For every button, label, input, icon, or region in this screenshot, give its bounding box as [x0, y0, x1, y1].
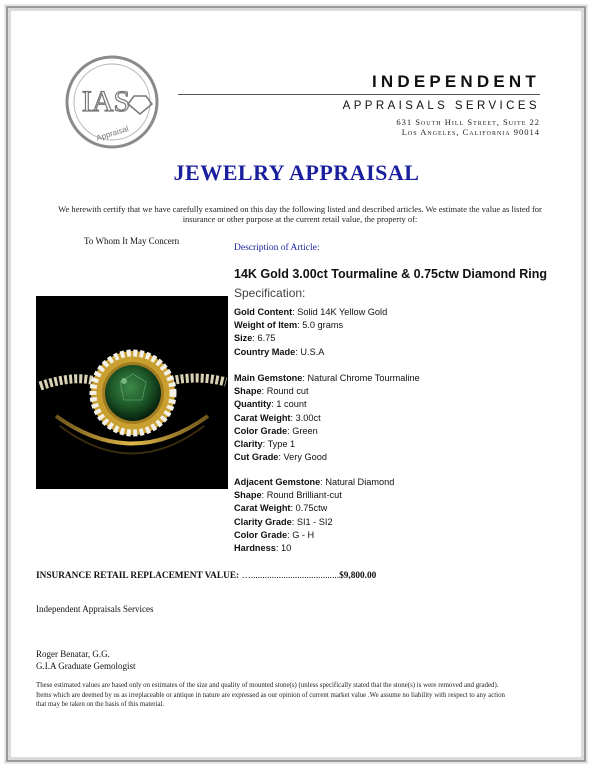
insurance-dots: …...................................... [241, 571, 340, 581]
spec-size: Size: 6.75 [234, 333, 276, 344]
spec-main-carat: Carat Weight: 3.00ct [234, 412, 321, 423]
company-address-line1: 631 South Hill Street, Suite 22 [396, 117, 540, 127]
spec-weight: Weight of Item: 5.0 grams [234, 320, 344, 331]
spec-main-gemstone: Main Gemstone: Natural Chrome Tourmaline [234, 373, 420, 383]
specification-label: Specification: [234, 286, 306, 300]
disclaimer-text: These estimated values are based only on estimates of the size and quality of mounted stone(s) (unless specifically stated that the stone(s) is were removed and graded). Items which are deemed by us as irreplaceable or antique in nature are expressed as our opinion of current market value .We assume no liability with respect to any action that may be taken on the basis of this material. [36, 682, 505, 708]
spec-adjacent-gemstone: Adjacent Gemstone: Natural Diamond [234, 477, 395, 487]
spec-adjacent-carat: Carat Weight: 0.75ctw [234, 503, 328, 514]
signer-title: G.I.A Graduate Gemologist [36, 661, 136, 671]
document-title: JEWELRY APPRAISAL [173, 160, 420, 185]
company-address-line2: Los Angeles, California 90014 [401, 127, 540, 137]
spec-main-quantity: Quantity: 1 count [234, 399, 307, 410]
certification-text: We herewith certify that we have carefully examined on this day the following listed and described articles. We estimate the value as listed for insurance or other purpose at the current retail value, the property of: [58, 204, 542, 224]
insurance-label: INSURANCE RETAIL REPLACEMENT VALUE: [36, 571, 240, 581]
spec-main-color: Color Grade: Green [234, 425, 318, 436]
ias-logo [62, 52, 162, 152]
spec-adjacent-shape: Shape: Round Brilliant-cut [234, 490, 342, 501]
spec-adjacent-clarity: Clarity Grade: SI1 - SI2 [234, 516, 333, 527]
signer-block [36, 648, 135, 672]
logo-ring-text: Appraisal [95, 123, 130, 143]
signer-name: Roger Benatar, G.G. [36, 649, 110, 659]
spec-country: Country Made: U.S.A [234, 346, 325, 357]
main-gemstone-spec-list [234, 372, 420, 464]
spec-main-shape: Shape: Round cut [234, 386, 309, 397]
signer-company: Independent Appraisals Services [36, 604, 154, 614]
spec-main-clarity: Clarity: Type 1 [234, 439, 296, 450]
company-name: INDEPENDENT [371, 72, 540, 91]
ring-photo [36, 296, 228, 489]
company-header [330, 72, 540, 137]
insurance-value-line [36, 571, 376, 581]
insurance-value: $9,800.00 [339, 571, 377, 581]
tourmaline-gem [105, 365, 161, 421]
spec-adjacent-color: Color Grade: G - H [234, 529, 315, 540]
item-title: 14K Gold 3.00ct Tourmaline & 0.75ctw Diamond Ring [234, 267, 548, 281]
adjacent-gemstone-spec-list [234, 476, 394, 555]
recipient: To Whom It May Concern [84, 236, 180, 246]
metal-spec-list [234, 306, 387, 359]
spec-adjacent-hardness: Hardness: 10 [234, 543, 292, 554]
company-subtitle: APPRAISALS SERVICES [342, 100, 540, 112]
description-label: Description of Article: [234, 243, 320, 253]
spec-main-cut: Cut Grade: Very Good [234, 452, 327, 463]
logo-letters: IAS [81, 85, 131, 118]
spec-gold-content: Gold Content: Solid 14K Yellow Gold [234, 307, 388, 317]
